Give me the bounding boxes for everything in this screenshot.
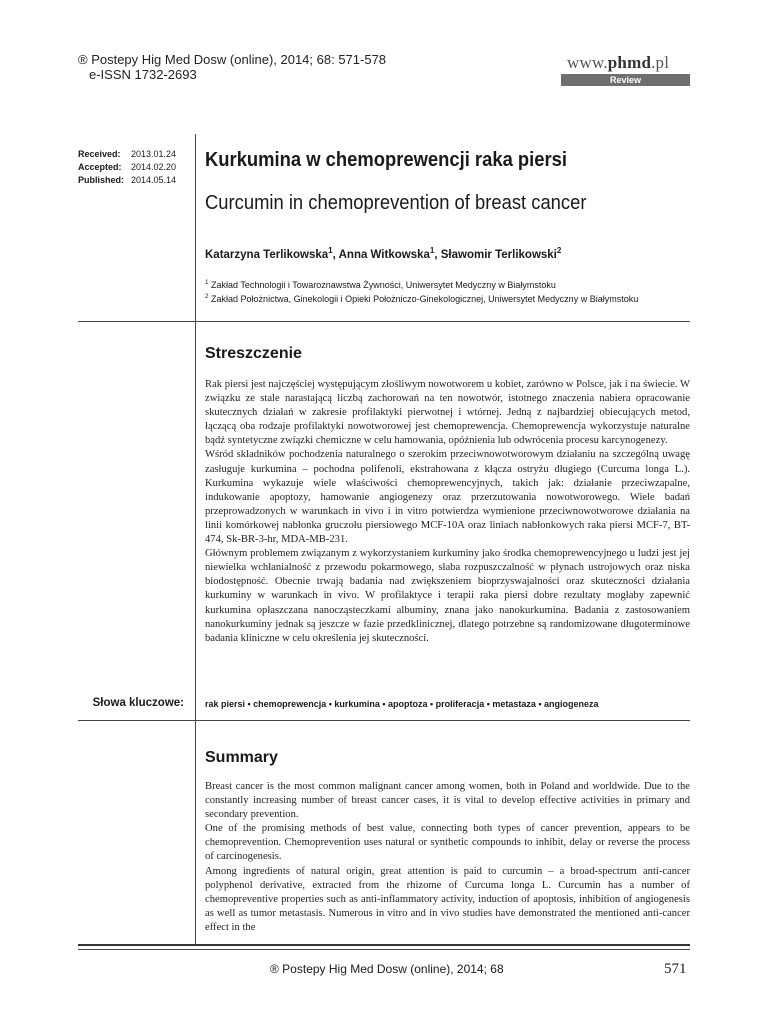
date-published: Published: 2014.05.14 <box>78 175 177 185</box>
website-prefix: www. <box>567 53 608 72</box>
title-polish: Kurkumina w chemoprewencji raka piersi <box>205 149 568 171</box>
affiliation-1: $^1$ Zakład Technologii i Towaroznawstwa Żywności, Uniwersytet Medyczny w Białymstoku <box>205 279 556 290</box>
vertical-rule-top <box>195 134 196 322</box>
website-bold: phmd <box>607 53 652 72</box>
footer-citation: ® Postepy Hig Med Dosw (online), 2014; 68 <box>270 962 504 976</box>
paragraph: Breast cancer is the most common malignant cancer among women, both in Poland and worldwide. Due to the constantly increasing number of breast cancer cases, it is vital to develop effective activities in primary and secondary prevention. <box>205 781 690 821</box>
publication-dates <box>78 148 176 187</box>
keywords-list: rak piersi • chemoprewencja • kurkumina • apoptoza • proliferacja • metastaza • angiogeneza <box>205 699 599 709</box>
affiliation-2: $^2$ Zakład Położnictwa, Ginekologii i Opieki Położniczo-Ginekologicznej, Uniwersytet Medyczny w Białymstoku <box>205 293 639 304</box>
footer-rule-thin <box>78 949 690 950</box>
author-affiliation-mark: 2 <box>556 246 562 256</box>
abstract-polish-heading: Streszczenie <box>205 345 302 362</box>
author-name: Katarzyna Terlikowska <box>205 249 329 261</box>
horizontal-rule-1 <box>78 321 690 322</box>
journal-citation: ® Postepy Hig Med Dosw (online), 2014; 68: 571-578 <box>78 52 387 67</box>
horizontal-rule-2 <box>78 720 690 721</box>
author-name: Sławomir Terlikowski <box>440 249 557 261</box>
paragraph: Wśród składników pochodzenia naturalnego o szerokim przeciwnowotworowym działaniu na szczególną uwagę zasługuje kurkumina – pochodna polifenoli, ekstrahowana z kłącza ostryżu długiego (Curcuma longa L.). Kurkumina wykazuje wiele właściwości chemoprewencyjnych, takich jak: działanie przeciwzapalne, indukowanie apoptozy, hamowanie angiogenezy oraz przerzutowania nowotworowego. Wiele badań przeprowadzonych w warunkach in vivo i in vitro potwierdza wymienione przeciwnowotworowe działania na linii komórkowej nabłonka gruczołu piersiowego MCF-10A oraz liniach nabłonkowych raka piersi MCF-7, BT-474, Sk-BR-3-hr, MDA-MB-231. <box>205 449 690 546</box>
abstract-english-body <box>205 780 690 938</box>
affiliations <box>205 278 638 306</box>
author-name: Anna Witkowska <box>338 249 430 261</box>
title-english: Curcumin in chemoprevention of breast cancer <box>205 192 587 214</box>
paragraph: One of the promising methods of best value, connecting both types of cancer prevention, appears to be chemoprevention. Chemoprevention uses natural or synthetic compounds to inhibit, delay or reverse the process of carcinogenesis. <box>205 823 690 863</box>
footer-rule-thick <box>78 944 690 946</box>
paragraph: Głównym problemem związanym z wykorzystaniem kurkuminy jako środka chemoprewencyjnego u ludzi jest jej niewielka wchłanialność z przewodu pokarmowego, słaba rozpuszczalność w płynach ustrojowych oraz niska biodostępność. Obecnie trwają badania nad zwiększeniem bioprzyswajalności oraz skuteczności działania kurkuminy w warunkach in vivo. W profilaktyce i terapii raka piersi dobre rezultaty mogłaby zapewnić kurkumina opłaszczana nanocząsteczkami albuminy, znana jako nanokurkumina. Badania z zastosowaniem nanokurkuminy jednak są jeszcze w fazie przedklinicznej, dlatego potrzebne są randomizowane długoterminowe badania kliniczne w celu określenia jej skuteczności. <box>205 548 690 644</box>
author-affiliation-mark: 1 <box>429 246 435 256</box>
journal-website[interactable] <box>567 53 669 73</box>
vertical-rule-middle <box>195 321 196 721</box>
date-received: Received: 2013.01.24 <box>78 149 177 159</box>
author-list: Katarzyna Terlikowska$^1$, Anna Witkowska$^1$, Sławomir Terlikowski$^2$ <box>205 246 562 261</box>
website-suffix: .pl <box>651 53 670 72</box>
page-number: 571 <box>664 961 687 977</box>
abstract-english-heading: Summary <box>205 749 278 766</box>
vertical-rule-bottom <box>195 720 196 944</box>
abstract-polish-body <box>205 378 690 646</box>
article-type-badge: Review <box>561 74 690 86</box>
keywords-label: Słowa kluczowe: <box>92 697 184 709</box>
paragraph: Among ingredients of natural origin, great attention is paid to curcumin – a broad-spectrum anti-cancer polyphenol derivative, extracted from the rhizome of Curcuma longa L. Curcumin has a number of chemopreventive properties such as anti-inflammatory activity, induction of apoptosis, inhibition of angiogenesis as well as tumor metastasis. Numerous in vitro and in vivo studies have demonstrated the mentioned anti-cancer effect in the <box>205 865 690 933</box>
author-affiliation-mark: 1 <box>328 246 333 256</box>
issn: e-ISSN 1732-2693 <box>89 67 197 82</box>
date-accepted: Accepted: 2014.02.20 <box>78 162 177 172</box>
paragraph: Rak piersi jest najczęściej występującym złośliwym nowotworem u kobiet, zarówno w Polsce, jak i na świecie. W związku ze stale narastającą liczbą zachorowań na ten nowotwór, istotnego znaczenia nabiera opracowanie skutecznych działań w zakresie profilaktyki pierwotnej i wtórnej. Jedną z najbardziej obiecujących metod, łączącą oba rodzaje profilaktyki nowotworowej jest chemoprewencja. Chemoprewencja wykorzystuje naturalne bądź syntetyczne związki chemiczne w celu hamowania, opóźnienia lub odwrócenia procesu karcynogenezy. <box>205 379 690 447</box>
